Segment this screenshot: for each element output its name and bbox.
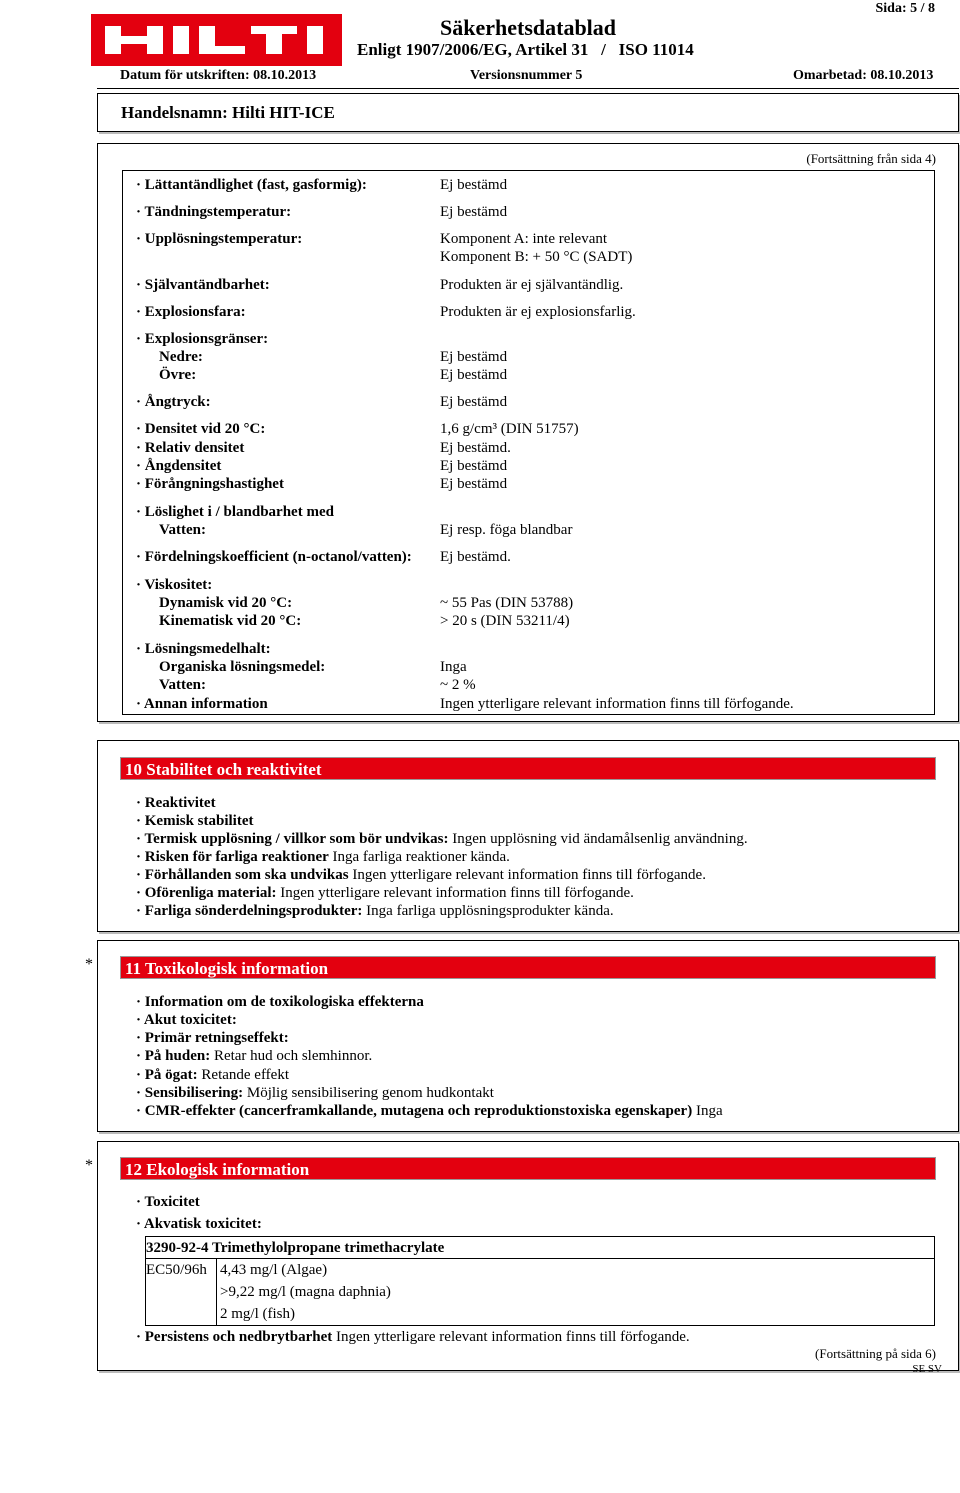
page-number: Sida: 5 / 8 (875, 1, 935, 16)
doc-title: Säkerhetsdatablad (440, 15, 617, 40)
s9-label: · Ångtryck: (136, 394, 211, 410)
version-number: Versionsnummer 5 (470, 68, 583, 83)
s9-label: · Självantändbarhet: (136, 277, 270, 293)
persistence-label: · Persistens och nedbrytbarhet (136, 1329, 333, 1345)
s11-label: · Akut toxicitet: (136, 1012, 237, 1028)
s9-label: · Tändningstemperatur: (136, 204, 292, 220)
s9-value: > 20 s (DIN 53211/4) (440, 613, 570, 629)
s9-label: · Lösningsmedelhalt: (136, 641, 271, 657)
s9-value: Komponent B: + 50 °C (SADT) (440, 249, 633, 265)
s10-label: · Oförenliga material: (136, 885, 277, 901)
s9-value: 1,6 g/cm³ (DIN 51757) (440, 421, 579, 437)
s9-value: Produkten är ej självantändlig. (440, 277, 624, 293)
table-rule (216, 1258, 217, 1326)
s11-line (136, 1029, 289, 1047)
s9-label: · Löslighet i / blandbarhet med (136, 504, 334, 520)
s11-label: · Primär retningseffekt: (136, 1030, 289, 1046)
s10-line (136, 884, 634, 902)
s10-line (136, 830, 748, 848)
s10-line (136, 794, 216, 812)
trade-name: Handelsnamn: Hilti HIT-ICE (121, 103, 335, 122)
s11-label: · Information om de toxikologiska effekterna (136, 994, 424, 1010)
section9-top-rule (122, 170, 935, 171)
s9-label: · Fördelningskoefficient (n-octanol/vatten): (136, 549, 412, 565)
hilti-logo-graphic (91, 14, 342, 66)
persistence-line (136, 1328, 690, 1346)
s9-label: · Annan information (136, 696, 268, 712)
header-divider (97, 88, 959, 89)
s10-label: · Kemisk stabilitet (136, 813, 254, 829)
s9-value: Ingen ytterligare relevant information finns till förfogande. (440, 696, 794, 712)
s9-value: Ej bestämd. (440, 549, 511, 565)
section12-title: 12 Ekologisk information (120, 1157, 936, 1180)
s11-label: · CMR-effekter (cancerframkallande, mutagena och reproduktionstoxiska egenskaper) (136, 1103, 693, 1119)
s11-line (136, 1011, 237, 1029)
s10-line (136, 866, 706, 884)
language-code: SE SV (912, 1363, 942, 1375)
s9-label: · Förångningshastighet (136, 476, 284, 492)
substance-name: 3290-92-4 Trimethylolpropane trimethacrylate (146, 1240, 445, 1256)
s11-text: Retande effekt (197, 1067, 290, 1083)
s9-label: · Ångdensitet (136, 458, 222, 474)
s10-line (136, 848, 510, 866)
continued-from: (Fortsättning från sida 4) (806, 151, 936, 166)
s11-label: · På ögat: (136, 1067, 198, 1083)
s9-value: Ej bestämd (440, 476, 508, 492)
s9-label: · Lättantändlighet (fast, gasformig): (136, 177, 367, 193)
s10-label: · Förhållanden som ska undvikas (136, 867, 349, 883)
s9-value: Ej resp. föga blandbar (440, 522, 573, 538)
s9-sublabel: Nedre: (159, 349, 203, 365)
s9-value: Ej bestämd. (440, 440, 511, 456)
revised-date: Omarbetad: 08.10.2013 (793, 68, 934, 83)
s9-value: Ej bestämd (440, 349, 508, 365)
s9-value: ~ 2 % (440, 677, 476, 693)
s9-label: · Relativ densitet (136, 440, 245, 456)
s9-value: Ej bestämd (440, 367, 508, 383)
s11-line (136, 1066, 289, 1084)
s9-value: ~ 55 Pas (DIN 53788) (440, 595, 574, 611)
s9-sublabel: Organiska lösningsmedel: (159, 659, 326, 675)
s9-label: · Explosionsgränser: (136, 331, 269, 347)
s11-text: Retar hud och slemhinnor. (210, 1048, 373, 1064)
s10-text: Ingen ytterligare relevant information finns till förfogande. (276, 885, 634, 901)
toxicity-value: >9,22 mg/l (magna daphnia) (220, 1284, 391, 1300)
s10-text: Ingen upplösning vid ändamålsenlig användning. (448, 831, 748, 847)
regulation-line: Enligt 1907/2006/EG, Artikel 31 / ISO 11014 (357, 40, 694, 59)
s9-label: · Densitet vid 20 °C: (136, 421, 266, 437)
section10-title: 10 Stabilitet och reaktivitet (120, 757, 936, 780)
continued-on: (Fortsättning på sida 6) (815, 1346, 936, 1361)
s9-label: · Explosionsfara: (136, 304, 246, 320)
toxicity-label: · Toxicitet (136, 1194, 200, 1210)
test-type: EC50/96h (146, 1262, 207, 1278)
s9-value: Ej bestämd (440, 204, 508, 220)
toxicity-value: 2 mg/l (fish) (220, 1306, 295, 1322)
hilti-logo (91, 14, 342, 66)
s9-sublabel: Vatten: (159, 677, 206, 693)
s10-line (136, 812, 254, 830)
s9-sublabel: Kinematisk vid 20 °C: (159, 613, 302, 629)
table-rule (145, 1258, 935, 1259)
s9-value: Ej bestämd (440, 458, 508, 474)
s11-label: · På huden: (136, 1048, 211, 1064)
persistence-text: Ingen ytterligare relevant information finns till förfogande. (332, 1329, 690, 1345)
s9-value: Inga (440, 659, 467, 675)
s9-sublabel: Vatten: (159, 522, 206, 538)
s11-text: Inga (692, 1103, 723, 1119)
s11-text: Möjlig sensibilisering genom hudkontakt (243, 1085, 494, 1101)
s9-value: Ej bestämd (440, 394, 508, 410)
s11-line (136, 1047, 372, 1065)
s10-text: Inga farliga reaktioner kända. (328, 849, 510, 865)
s10-label: · Reaktivitet (136, 795, 216, 811)
s11-line (136, 993, 424, 1011)
s9-value: Komponent A: inte relevant (440, 231, 608, 247)
s9-value: Ej bestämd (440, 177, 508, 193)
s10-text: Ingen ytterligare relevant information finns till förfogande. (348, 867, 706, 883)
s11-line (136, 1102, 723, 1120)
section11-change-marker: * (85, 956, 93, 973)
s10-text: Inga farliga upplösningsprodukter kända. (362, 903, 614, 919)
s10-line (136, 902, 614, 920)
aquatic-toxicity-label: · Akvatisk toxicitet: (136, 1216, 262, 1232)
s10-label: · Termisk upplösning / villkor som bör undvikas: (136, 831, 449, 847)
section12-change-marker: * (85, 1157, 93, 1174)
s9-sublabel: Dynamisk vid 20 °C: (159, 595, 293, 611)
s11-label: · Sensibilisering: (136, 1085, 244, 1101)
toxicity-value: 4,43 mg/l (Algae) (220, 1262, 328, 1278)
section11-title: 11 Toxikologisk information (120, 956, 936, 979)
s9-sublabel: Övre: (159, 367, 197, 383)
s10-label: · Risken för farliga reaktioner (136, 849, 329, 865)
s10-label: · Farliga sönderdelningsprodukter: (136, 903, 363, 919)
s11-line (136, 1084, 494, 1102)
s9-value: Produkten är ej explosionsfarlig. (440, 304, 636, 320)
print-date: Datum för utskriften: 08.10.2013 (120, 68, 317, 83)
s9-label: · Viskositet: (136, 577, 213, 593)
s9-label: · Upplösningstemperatur: (136, 231, 303, 247)
